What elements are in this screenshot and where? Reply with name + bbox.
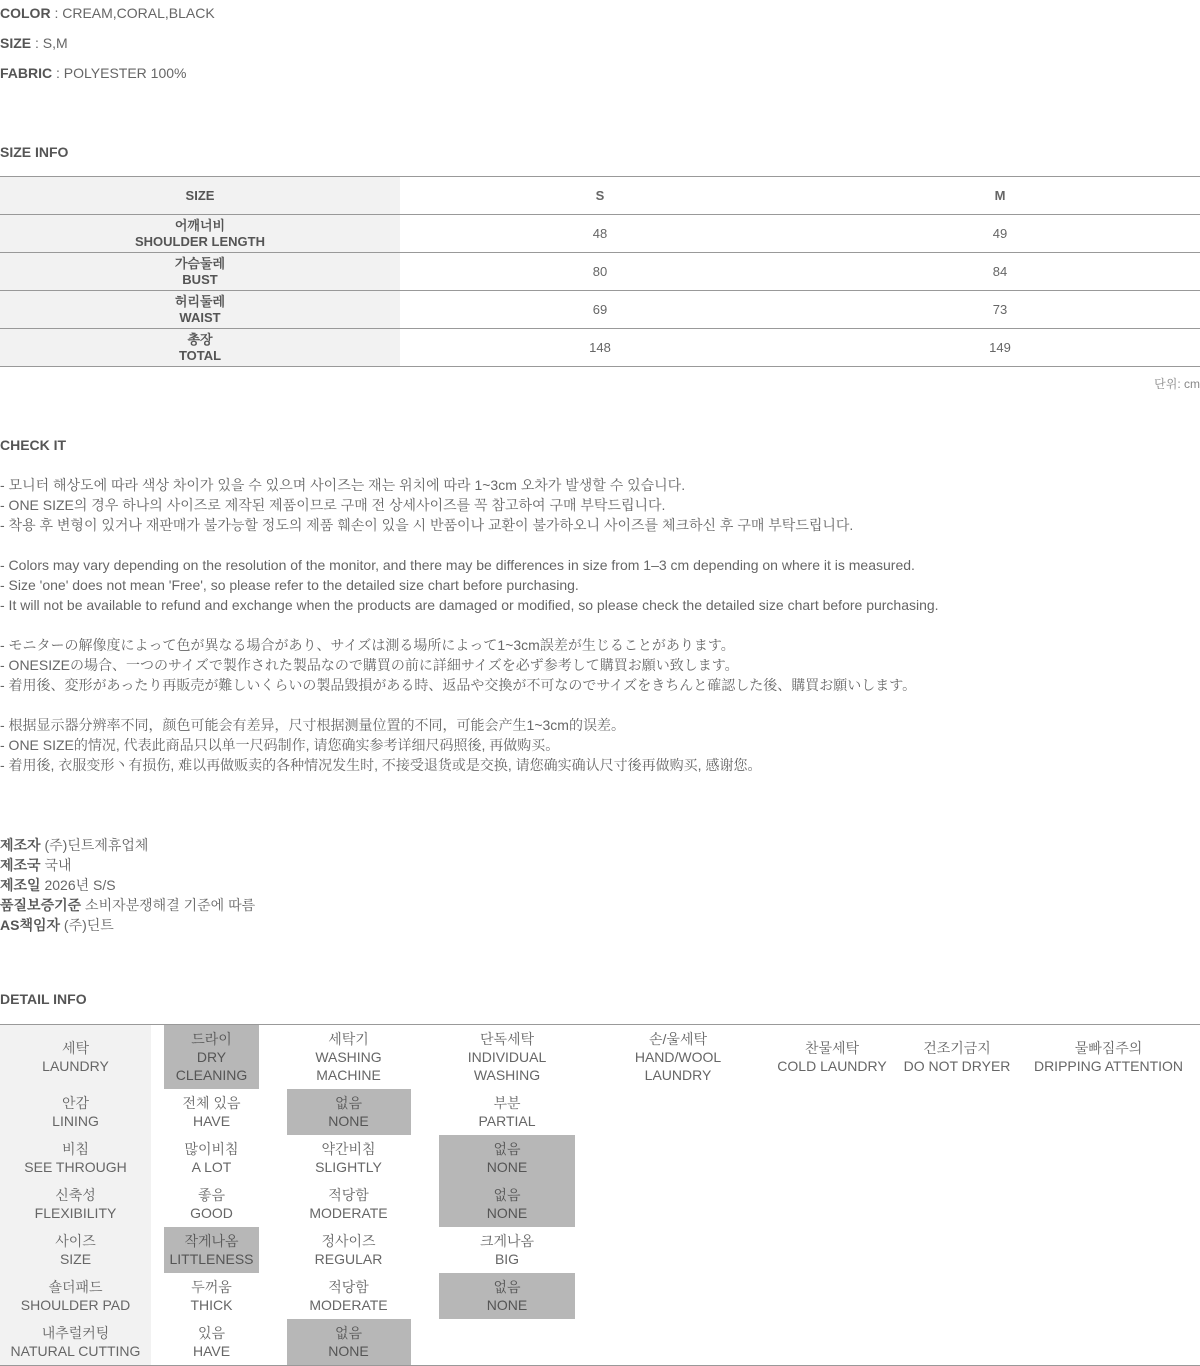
detail-empty-cell xyxy=(589,1227,767,1273)
detail-option xyxy=(151,1135,272,1181)
detail-option-box xyxy=(439,1089,575,1135)
detail-option-en: REGULAR xyxy=(314,1251,383,1267)
note-line: - ONESIZEの場合、一つのサイズで製作された製品なので購買の前に詳細サイズを必ず参考して購買お願い致します。 xyxy=(0,657,739,673)
spec-fabric xyxy=(0,65,186,81)
detail-option-en: NONE xyxy=(486,1159,528,1175)
detail-option-box xyxy=(1034,1025,1184,1089)
detail-option-selected xyxy=(439,1273,575,1319)
detail-option-kr: 찬물세탁 xyxy=(804,1040,860,1056)
detail-option-box xyxy=(287,1025,411,1089)
detail-empty-cell xyxy=(425,1319,589,1366)
detail-option xyxy=(425,1181,589,1227)
detail-option xyxy=(272,1227,425,1273)
detail-option xyxy=(425,1089,589,1135)
detail-option-kr: 있음 xyxy=(197,1325,226,1341)
detail-option-en: DO NOT DRYER xyxy=(903,1058,1011,1074)
size-row-label-kr: 허리둘레 xyxy=(174,293,226,309)
detail-option-box xyxy=(772,1025,892,1089)
detail-empty-cell xyxy=(897,1319,1017,1366)
detail-option-kr: 좋음 xyxy=(197,1187,226,1203)
size-cell: 148 xyxy=(400,329,800,367)
detail-option-selected xyxy=(164,1025,259,1089)
detail-empty-cell xyxy=(589,1273,767,1319)
manufacturer-line xyxy=(0,855,255,875)
manufacturer-label: 제조일 xyxy=(0,877,41,893)
note-line: - 着用後、変形があったり再販売が難しいくらいの製品毀損がある時、返品や交換が不可なのでサイズをきちんと確認した後、購買お願いします。 xyxy=(0,677,917,693)
detail-row xyxy=(0,1025,1200,1090)
detail-option xyxy=(425,1273,589,1319)
detail-option xyxy=(151,1181,272,1227)
detail-head-en: NATURAL CUTTING xyxy=(10,1343,141,1359)
size-row-label xyxy=(0,215,400,253)
detail-option-kr: 없음 xyxy=(334,1095,363,1111)
detail-head-en: SEE THROUGH xyxy=(24,1159,127,1175)
detail-table xyxy=(0,1024,1200,1366)
detail-option-en: NONE xyxy=(486,1297,528,1313)
size-row-label-kr: 가슴둘레 xyxy=(174,255,226,271)
detail-option-box xyxy=(439,1025,575,1089)
detail-option-kr: 작게나옴 xyxy=(184,1233,239,1249)
detail-option xyxy=(272,1025,425,1090)
check-it-notes xyxy=(0,475,939,775)
manufacturer-label: AS책임자 xyxy=(0,917,61,933)
detail-option-box xyxy=(287,1273,411,1319)
detail-empty-cell xyxy=(897,1181,1017,1227)
detail-option-box xyxy=(287,1181,411,1227)
detail-row xyxy=(0,1181,1200,1227)
size-row-label-kr: 총장 xyxy=(187,331,213,347)
note-line: - Colors may vary depending on the resolution of the monitor, and there may be differences in size from 1–3 cm depending on where it is measured. xyxy=(0,557,915,573)
detail-option-en: NONE xyxy=(328,1113,369,1129)
detail-option-box xyxy=(164,1089,259,1135)
size-cell: 49 xyxy=(800,215,1200,253)
table-row xyxy=(0,291,1200,329)
detail-option-en: MODERATE xyxy=(309,1205,388,1221)
detail-option-box xyxy=(287,1135,411,1181)
detail-option-en: DRY xyxy=(196,1049,227,1065)
detail-option-kr: 없음 xyxy=(493,1141,521,1157)
detail-option xyxy=(425,1227,589,1273)
size-header-m: M xyxy=(800,177,1200,215)
detail-option-en: COLD LAUNDRY xyxy=(777,1058,887,1074)
detail-option-box xyxy=(164,1273,259,1319)
spec-color-label: COLOR xyxy=(0,5,51,21)
note-spacer xyxy=(0,535,939,555)
detail-option-kr: 건조기금지 xyxy=(923,1040,991,1056)
manufacturer-label: 제조국 xyxy=(0,857,41,873)
detail-head-kr: 신축성 xyxy=(55,1187,96,1203)
detail-option-kr: 두꺼움 xyxy=(191,1279,232,1295)
detail-empty-cell xyxy=(1017,1089,1200,1135)
detail-option xyxy=(897,1025,1017,1090)
detail-option-kr: 적당함 xyxy=(328,1279,369,1295)
size-cell: 48 xyxy=(400,215,800,253)
detail-option-en2: CLEANING xyxy=(175,1067,248,1083)
detail-row xyxy=(0,1227,1200,1273)
detail-option-kr: 크게나옴 xyxy=(479,1233,535,1249)
detail-empty-cell xyxy=(897,1273,1017,1319)
size-unit-note: 단위: cm xyxy=(1154,377,1200,391)
detail-head-en: FLEXIBILITY xyxy=(34,1205,117,1221)
spec-fabric-label: FABRIC xyxy=(0,65,53,81)
detail-option-kr: 정사이즈 xyxy=(321,1233,376,1249)
manufacturer-line xyxy=(0,915,255,935)
detail-option-kr: 부분 xyxy=(493,1095,521,1111)
detail-empty-cell xyxy=(589,1135,767,1181)
detail-option-en: A LOT xyxy=(191,1159,232,1175)
manufacturer-label: 품질보증기준 xyxy=(0,897,82,913)
note-line: - 根据显示器分辨率不同，颜色可能会有差异，尺寸根据测量位置的不同，可能会产生1~3cm的误差。 xyxy=(0,717,625,733)
detail-row xyxy=(0,1089,1200,1135)
detail-option-box xyxy=(897,1025,1017,1089)
spec-size-value: : S,M xyxy=(31,35,68,51)
table-row xyxy=(0,253,1200,291)
detail-option xyxy=(589,1025,767,1090)
size-cell: 149 xyxy=(800,329,1200,367)
detail-row xyxy=(0,1135,1200,1181)
spec-size-label: SIZE xyxy=(0,35,32,51)
detail-option-box xyxy=(164,1181,259,1227)
size-row-label xyxy=(0,253,400,291)
detail-head-kr: 비침 xyxy=(61,1141,90,1157)
note-line: - 착용 후 변형이 있거나 재판매가 불가능할 정도의 제품 훼손이 있을 시 반품이나 교환이 불가하오니 사이즈를 체크하신 후 구매 부탁드립니다. xyxy=(0,517,854,533)
detail-empty-cell xyxy=(1017,1227,1200,1273)
detail-head-en: SIZE xyxy=(59,1251,92,1267)
detail-option xyxy=(151,1319,272,1366)
detail-empty-cell xyxy=(589,1181,767,1227)
detail-row-head xyxy=(0,1089,151,1135)
detail-empty-cell xyxy=(1017,1319,1200,1366)
detail-option xyxy=(767,1025,897,1090)
detail-option xyxy=(272,1181,425,1227)
manufacturer-info xyxy=(0,835,255,935)
size-header-label: SIZE xyxy=(0,177,400,215)
size-row-label-kr: 어깨너비 xyxy=(174,217,226,233)
manufacturer-value: 소비자분쟁해결 기준에 따름 xyxy=(81,897,256,913)
detail-option-box xyxy=(610,1025,746,1089)
detail-empty-cell xyxy=(897,1089,1017,1135)
spec-size xyxy=(0,35,68,51)
detail-option-kr: 단독세탁 xyxy=(479,1031,535,1047)
detail-option-en: HAVE xyxy=(192,1113,231,1129)
detail-empty-cell xyxy=(897,1135,1017,1181)
note-line: - ONE SIZE의 경우 하나의 사이즈로 제작된 제품이므로 구매 전 상세사이즈를 꼭 참고하여 구매 부탁드립니다. xyxy=(0,497,666,513)
spec-fabric-value: : POLYESTER 100% xyxy=(52,65,187,81)
detail-head-en: LINING xyxy=(52,1113,99,1129)
detail-row xyxy=(0,1319,1200,1366)
detail-option-kr: 많이비침 xyxy=(184,1141,239,1157)
detail-option-en: NONE xyxy=(328,1343,369,1359)
detail-empty-cell xyxy=(1017,1135,1200,1181)
detail-option-box xyxy=(164,1319,259,1365)
size-table xyxy=(0,176,1200,367)
note-spacer xyxy=(0,695,939,715)
detail-option-selected xyxy=(439,1135,575,1181)
size-cell: 84 xyxy=(800,253,1200,291)
check-it-title: CHECK IT xyxy=(0,437,67,453)
detail-option-en: MODERATE xyxy=(309,1297,388,1313)
manufacturer-value: 국내 xyxy=(40,857,72,873)
detail-option-en: NONE xyxy=(486,1205,528,1221)
note-line: - 着用後, 衣服变形丶有损伤, 难以再做贩卖的各种情况发生时, 不接受退货或是交换, 请您确实确认尺寸後再做购买, 感谢您。 xyxy=(0,757,762,773)
detail-row-head xyxy=(0,1135,151,1181)
detail-head-kr: 세탁 xyxy=(61,1040,90,1056)
size-row-label-en: SHOULDER LENGTH xyxy=(135,233,265,249)
detail-option xyxy=(272,1273,425,1319)
detail-row-head xyxy=(0,1025,151,1090)
detail-row-head xyxy=(0,1227,151,1273)
detail-option-en: SLIGHTLY xyxy=(315,1159,382,1175)
spec-color-value: : CREAM,CORAL,BLACK xyxy=(50,5,215,21)
detail-empty-cell xyxy=(1017,1181,1200,1227)
detail-head-en: SHOULDER PAD xyxy=(20,1297,131,1313)
size-row-label xyxy=(0,291,400,329)
detail-row xyxy=(0,1273,1200,1319)
detail-head-en: LAUNDRY xyxy=(42,1058,109,1074)
detail-empty-cell xyxy=(767,1181,897,1227)
detail-empty-cell xyxy=(1017,1273,1200,1319)
detail-empty-cell xyxy=(589,1089,767,1135)
manufacturer-line xyxy=(0,875,255,895)
detail-row-head xyxy=(0,1319,151,1366)
detail-option-en: THICK xyxy=(190,1297,233,1313)
detail-option-selected xyxy=(287,1319,411,1365)
detail-option-en: HAND/WOOL LAUNDRY xyxy=(634,1049,722,1083)
detail-option-en: BIG xyxy=(494,1251,520,1267)
manufacturer-value: 2026년 S/S xyxy=(40,877,116,893)
size-info-title: SIZE INFO xyxy=(0,144,69,160)
size-row-label-en: TOTAL xyxy=(178,347,222,363)
size-cell: 73 xyxy=(800,291,1200,329)
note-line: - 모니터 해상도에 따라 색상 차이가 있을 수 있으며 사이즈는 재는 위치에 따라 1~3cm 오차가 발생할 수 있습니다. xyxy=(0,477,686,493)
detail-option-kr: 전체 있음 xyxy=(182,1095,241,1111)
detail-option-en: LITTLENESS xyxy=(169,1251,254,1267)
detail-option-kr: 물빠짐주의 xyxy=(1074,1040,1143,1056)
table-row xyxy=(0,215,1200,253)
detail-empty-cell xyxy=(897,1227,1017,1273)
detail-option xyxy=(151,1089,272,1135)
detail-option-en: WASHING MACHINE xyxy=(315,1049,382,1083)
detail-empty-cell xyxy=(767,1227,897,1273)
detail-row-head xyxy=(0,1181,151,1227)
size-row-label-en: BUST xyxy=(182,271,218,287)
detail-option-en: PARTIAL xyxy=(478,1113,536,1129)
detail-row-head xyxy=(0,1273,151,1319)
detail-option xyxy=(425,1135,589,1181)
manufacturer-line xyxy=(0,895,255,915)
detail-option-kr: 세탁기 xyxy=(328,1031,369,1047)
detail-option xyxy=(425,1025,589,1090)
size-cell: 80 xyxy=(400,253,800,291)
detail-option xyxy=(1017,1025,1200,1090)
size-cell: 69 xyxy=(400,291,800,329)
detail-option xyxy=(151,1025,272,1090)
detail-head-kr: 내추럴커팅 xyxy=(41,1325,110,1341)
detail-head-kr: 안감 xyxy=(61,1095,90,1111)
manufacturer-label: 제조자 xyxy=(0,837,41,853)
detail-info-title: DETAIL INFO xyxy=(0,991,87,1007)
size-row-label xyxy=(0,329,400,367)
detail-empty-cell xyxy=(767,1135,897,1181)
note-spacer xyxy=(0,615,939,635)
manufacturer-value: (주)딘트제휴업체 xyxy=(40,837,149,853)
detail-option-kr: 없음 xyxy=(493,1187,521,1203)
size-row-label-en: WAIST xyxy=(179,309,221,325)
detail-option-kr: 없음 xyxy=(334,1325,363,1341)
detail-option-selected xyxy=(164,1227,259,1273)
note-line: - ONE SIZE的情况, 代表此商品只以单一尺码制作, 请您确实参考详细尺码照後, 再做购买。 xyxy=(0,737,560,753)
detail-option-en: DRIPPING ATTENTION xyxy=(1033,1058,1184,1074)
detail-option-box xyxy=(164,1135,259,1181)
detail-head-kr: 숄더패드 xyxy=(48,1279,103,1295)
detail-option xyxy=(272,1135,425,1181)
detail-option-kr: 없음 xyxy=(493,1279,521,1295)
manufacturer-value: (주)딘트 xyxy=(60,917,114,933)
table-row xyxy=(0,329,1200,367)
manufacturer-line xyxy=(0,835,255,855)
note-line: - It will not be available to refund and exchange when the products are damaged or modified, so please check the detailed size chart before purchasing. xyxy=(0,597,939,613)
note-line: - モニターの解像度によって色が異なる場合があり、サイズは測る場所によって1~3cm誤差が生じることがあります。 xyxy=(0,637,735,653)
detail-empty-cell xyxy=(767,1273,897,1319)
detail-option-en: HAVE xyxy=(192,1343,231,1359)
detail-option-box xyxy=(287,1227,411,1273)
detail-option xyxy=(151,1273,272,1319)
size-table-header xyxy=(0,177,1200,215)
detail-empty-cell xyxy=(767,1089,897,1135)
detail-option-en: GOOD xyxy=(190,1205,233,1221)
detail-option-kr: 약간비침 xyxy=(321,1141,376,1157)
note-line: - Size 'one' does not mean 'Free', so please refer to the detailed size chart before purchasing. xyxy=(0,577,579,593)
detail-option-selected xyxy=(287,1089,411,1135)
detail-option-kr: 적당함 xyxy=(328,1187,369,1203)
detail-option-kr: 손/울세탁 xyxy=(649,1031,707,1047)
detail-head-kr: 사이즈 xyxy=(55,1233,96,1249)
size-header-s: S xyxy=(400,177,800,215)
detail-option-box xyxy=(439,1227,575,1273)
detail-option-en: INDIVIDUAL WASHING xyxy=(467,1049,547,1083)
detail-empty-cell xyxy=(589,1319,767,1366)
detail-option-selected xyxy=(439,1181,575,1227)
detail-option xyxy=(151,1227,272,1273)
detail-option xyxy=(272,1319,425,1366)
detail-option xyxy=(272,1089,425,1135)
detail-option-kr: 드라이 xyxy=(191,1031,232,1047)
detail-empty-cell xyxy=(767,1319,897,1366)
spec-color xyxy=(0,5,215,21)
